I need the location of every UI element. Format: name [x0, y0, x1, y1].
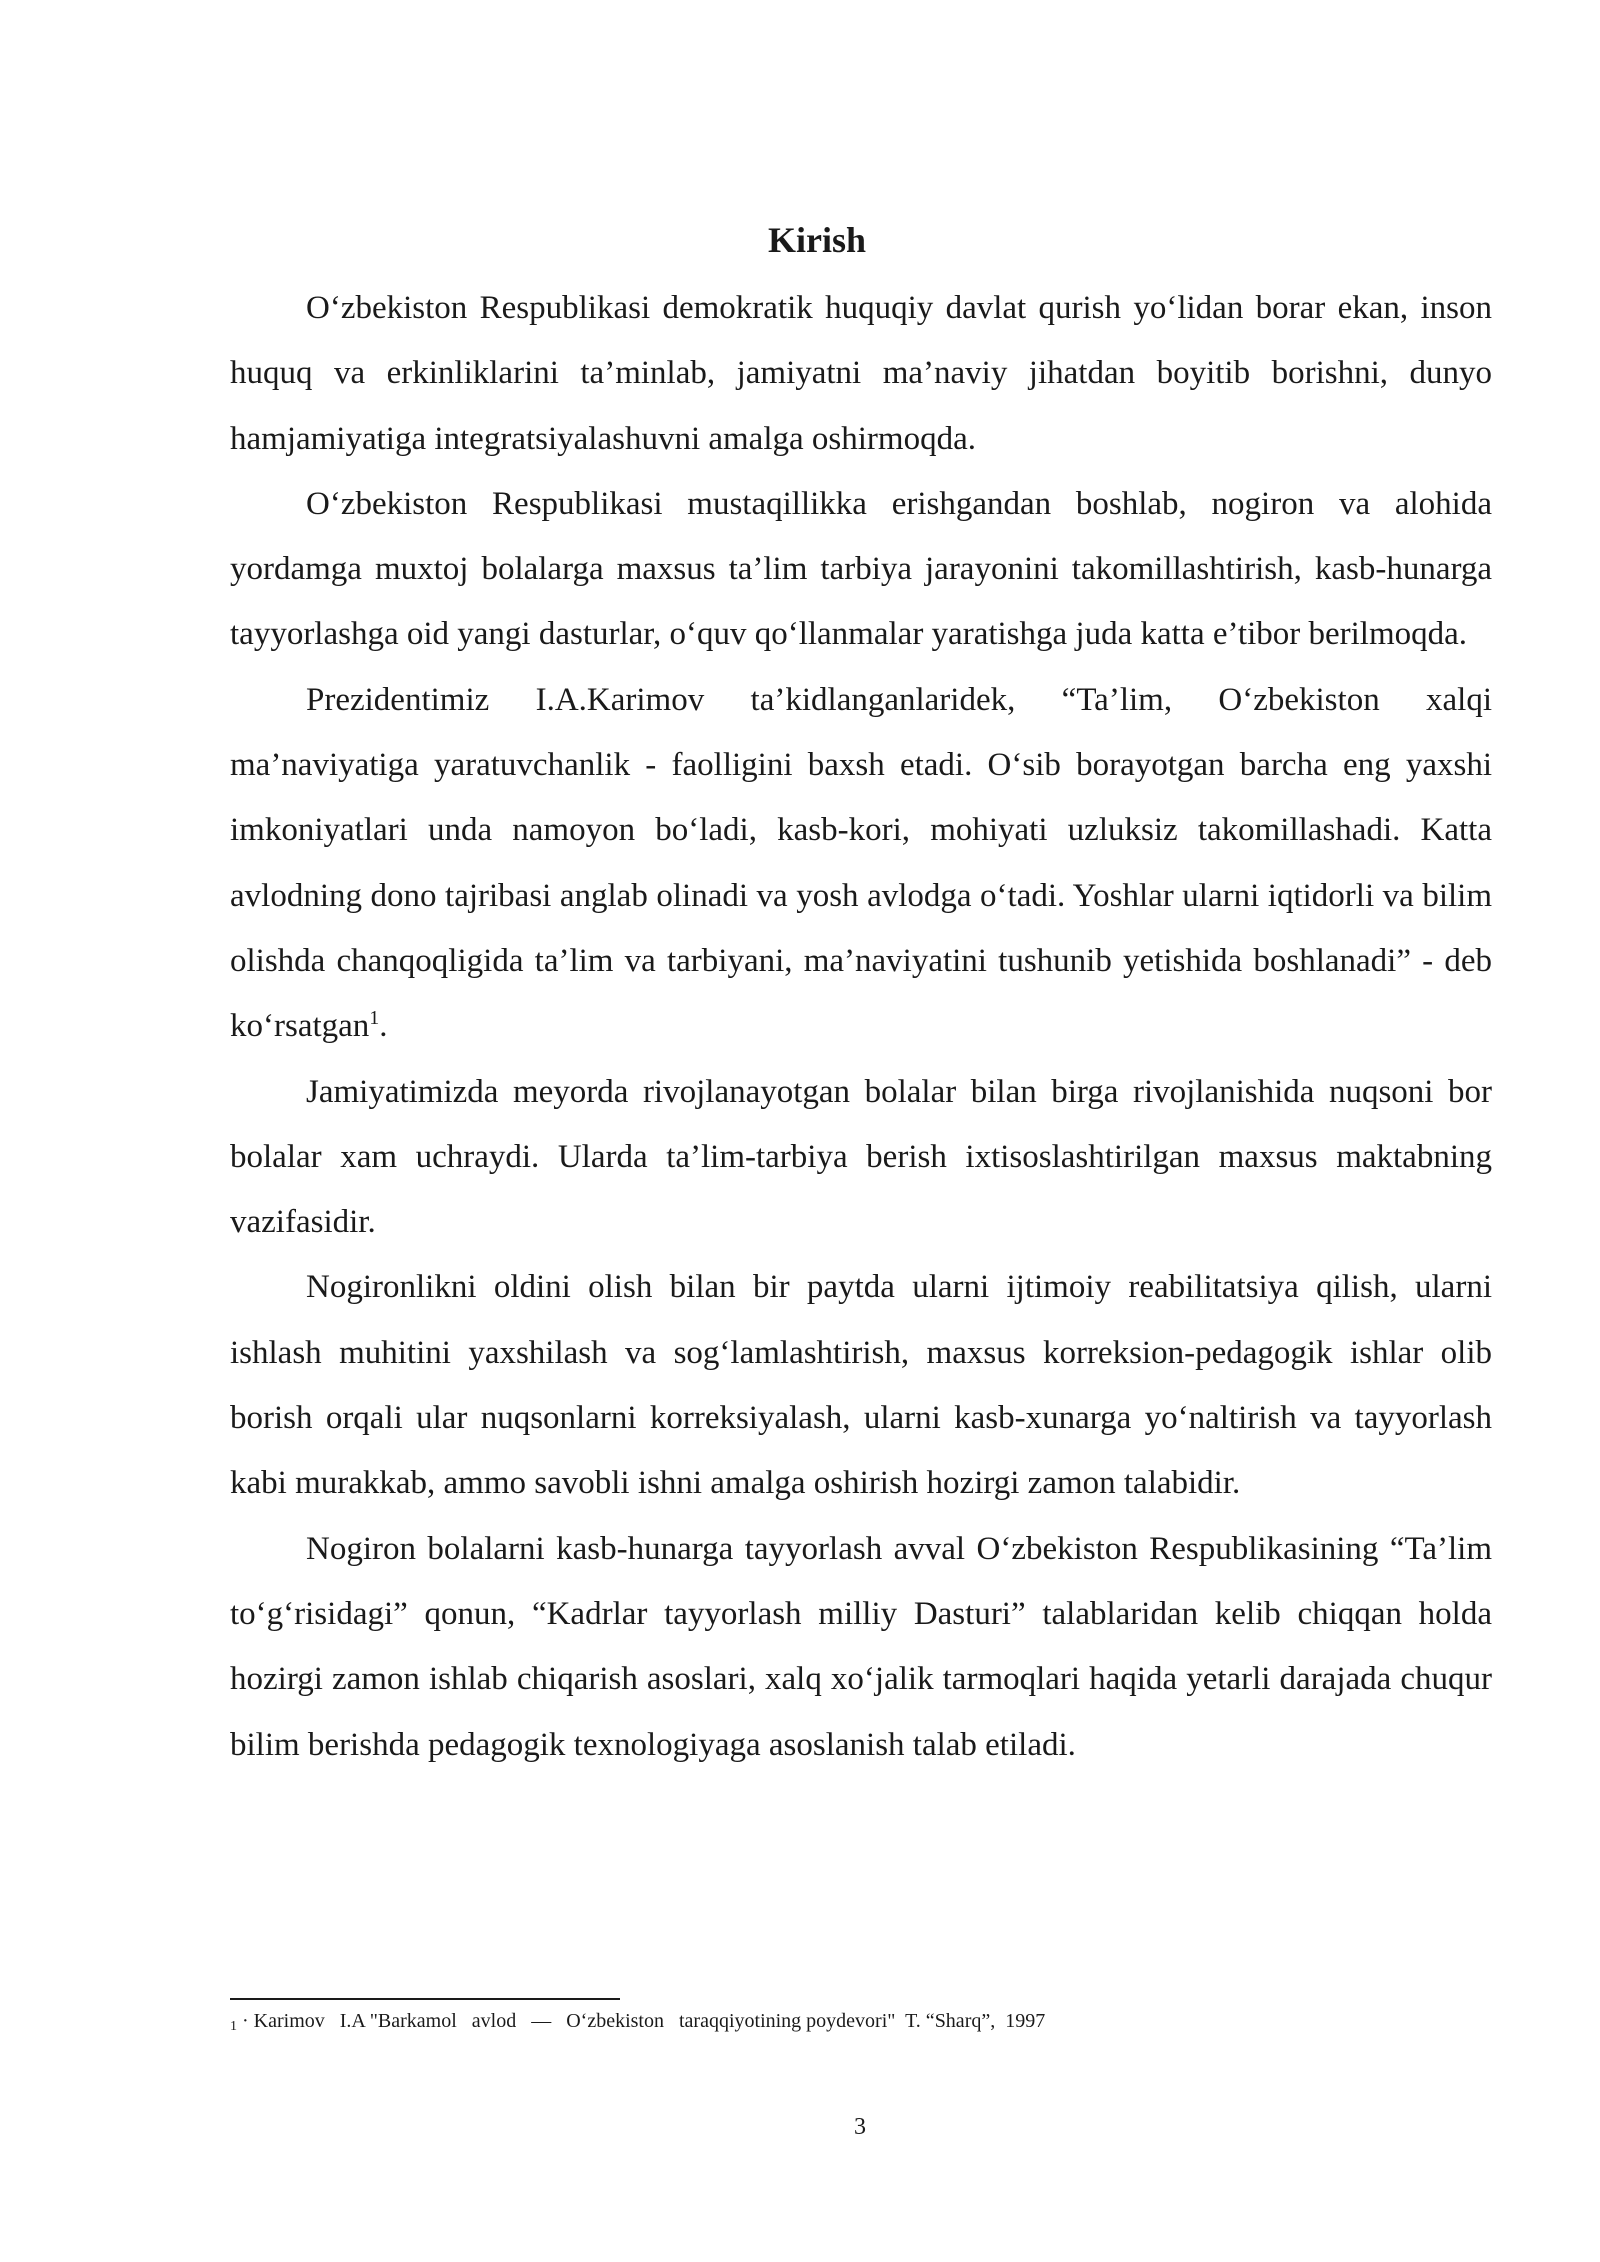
paragraph-5: Nogironlikni oldini olish bilan bir paytda ularni ijtimoiy reabilitatsiya qilish, ularni ishlash muhitini yaxshilash va sog‘lamlashtirish, maxsus korreksion-pedagogik ishlar olib borish orqali ular nuqsonlarni korreksiyalash, ularni kasb-xunarga yo‘naltirish va tayyorlash kabi murakkab, ammo savobli ishni amalga oshirish hozirgi zamon talabidir. [230, 1269, 1492, 1502]
body-text [230, 276, 1492, 1778]
footnote-separator [230, 1998, 620, 2000]
paragraph-2: O‘zbekiston Respublikasi mustaqillikka erishgandan boshlab, nogiron va alohida yordamga muxtoj bolalarga maxsus ta’lim tarbiya jarayonini takomillashtirish, kasb-hunarga tayyorlashga oid yangi dasturlar, o‘quv qo‘llanmalar yaratishga juda katta e’tibor berilmoqda. [230, 485, 1492, 653]
paragraph-3 [230, 668, 1492, 1060]
paragraph-3-end: . [379, 1008, 388, 1045]
page-title: Kirish [767, 220, 866, 260]
paragraph-6: Nogiron bolalarni kasb-hunarga tayyorlash avval O‘zbekiston Respublikasining “Ta’lim to‘g‘risidagi” qonun, “Kadrlar tayyorlash milliy Dasturi” talablaridan kelib chiqqan holda hozirgi zamon ishlab chiqarish asoslari, xalq xo‘jalik tarmoqlari haqida yetarli darajada chuqur bilim berishda pedagogik texnologiyaga asoslanish talab etiladi. [230, 1530, 1492, 1763]
footnote-marker: 1 [230, 2019, 237, 2034]
footnote-reference[interactable]: 1 [369, 1007, 380, 1030]
paragraph-4: Jamiyatimizda meyorda rivojlanayotgan bolalar bilan birga rivojlanishida nuqsoni bor bolalar xam uchraydi. Ularda ta’lim-tarbiya berish ixtisoslashtirilgan maxsus maktabning vazifasidir. [230, 1073, 1492, 1241]
footnote: 1 · Karimov I.A "Barkamol avlod — O‘zbekiston taraqqiyotining poydevori" T. “Sharq”, 1997 [230, 2010, 1046, 2034]
page-number: 3 [854, 2114, 866, 2140]
paragraph-1: O‘zbekiston Respublikasi demokratik huquqiy davlat qurish yo‘lidan borar ekan, inson huquq va erkinliklarini ta’minlab, jamiyatni ma’naviy jihatdan boyitib borishni, dunyo hamjamiyatiga integratsiyalashuvni amalga oshirmoqda. [230, 290, 1492, 457]
footnote-text: Karimov I.A "Barkamol avlod — O‘zbekiston taraqqiyotining poydevori" T. “Sharq”, 1997 [253, 2010, 1046, 2032]
paragraph-3-text: Prezidentimiz I.A.Karimov ta’kidlanganlaridek, “Ta’lim, O‘zbekiston xalqi ma’naviyatiga yaratuvchanlik - faolligini baxsh etadi. O‘sib borayotgan barcha eng yaxshi imkoniyatlari unda namoyon bo‘ladi, kasb-kori, mohiyati uzluksiz takomillashadi. Katta avlodning dono tajribasi anglab olinadi va yosh avlodga o‘tadi. Yoshlar ularni iqtidorli va bilim olishda chanqoqligida ta’lim va tarbiyani, ma’naviyatini tushunib yetishida boshlanadi” - deb ko‘rsatgan [230, 681, 1492, 1045]
